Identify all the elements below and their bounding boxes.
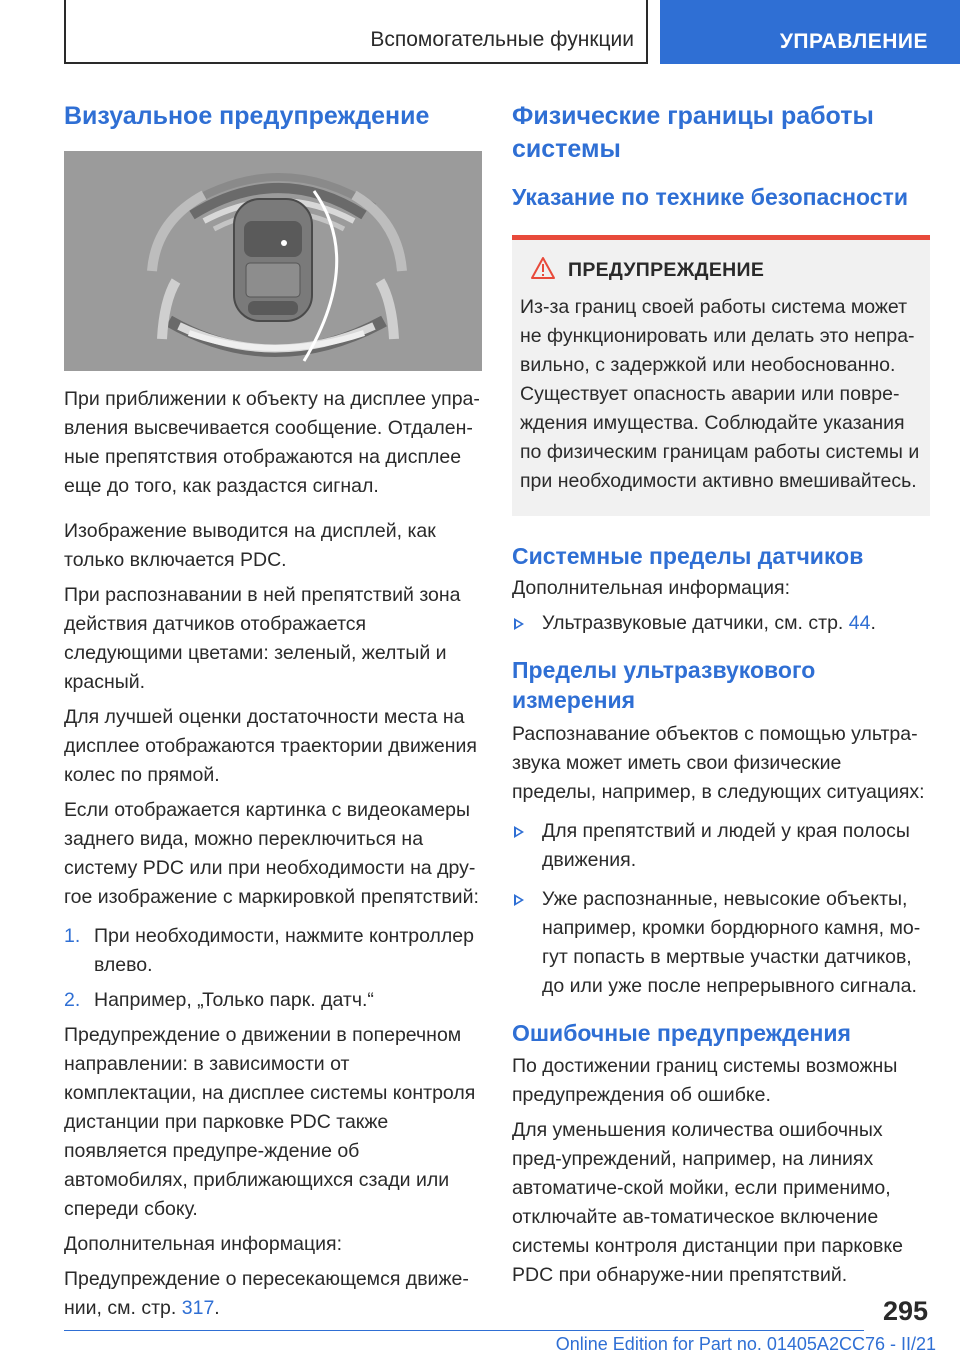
steps-list bbox=[64, 922, 482, 1015]
safety-subheading: Указание по технике безопасности bbox=[512, 184, 908, 210]
list-item bbox=[64, 986, 482, 1015]
page-number: 295 bbox=[882, 1296, 928, 1326]
bullet-arrow-icon bbox=[514, 618, 524, 630]
bullet-arrow-icon bbox=[514, 894, 524, 906]
left-paragraph-7: Дополнительная информация: bbox=[64, 1232, 343, 1255]
list-item bbox=[512, 609, 930, 638]
step-number: 1. bbox=[64, 924, 81, 947]
list-item bbox=[512, 885, 930, 1001]
parking-sensor-graphic bbox=[64, 151, 482, 371]
sensor-ref-text: Ультразвуковые датчики, см. стр. bbox=[542, 611, 849, 634]
sensor-limits-paragraph: Дополнительная информация: bbox=[512, 576, 791, 599]
left-paragraph-6: Предупреждение о движении в поперечном направлении: в зависимости от комплектации, на дисплее системы контроля дистанции при парковке PDC также появляется предупре-ждение об автомобилях, приближающихся сзади или спереди сбоку. bbox=[64, 1023, 476, 1220]
step-number: 2. bbox=[64, 988, 81, 1011]
warning-box bbox=[512, 235, 930, 516]
left-paragraph-5: Если отображается картинка с видеокамеры заднего вида, можно переключиться на систему PDC или при необходимости на дру-гое изображение с маркировкой препятствий: bbox=[64, 798, 479, 908]
page-link-317[interactable]: 317 bbox=[181, 1296, 215, 1319]
warning-triangle-icon bbox=[530, 256, 556, 285]
header-chapter-tab bbox=[660, 0, 960, 64]
right-heading: Физические границы работы системы bbox=[512, 102, 874, 163]
ultrasonic-subheading: Пределы ультразвукового измерения bbox=[512, 656, 816, 713]
left-paragraph-2: Изображение выводится на дисплей, как только включается PDC. bbox=[64, 519, 436, 571]
left-paragraph-8 bbox=[64, 1265, 482, 1323]
warning-text: Из-за границ своей работы система может не функционировать или делать это непра-вильно, с задержкой или необоснованно. Существует опасность аварии или повре-ждения имущества. Соблюдайте указания по физическим границам работы системы и при необходимости активно вмешивайтесь. bbox=[520, 295, 920, 492]
warning-header bbox=[520, 256, 920, 285]
sensor-limits-subheading: Системные пределы датчиков bbox=[512, 542, 864, 569]
right-column bbox=[512, 100, 930, 1290]
bullet-arrow-icon bbox=[514, 826, 524, 838]
false-warnings-paragraph-2: Для уменьшения количества ошибочных пред-упреждений, например, на линиях автоматиче-ской мойки, если применимо, отключайте ав-томатическое включение системы контроля дистанции при парковке PDC при обнаруже-нии препятствий. bbox=[512, 1119, 903, 1287]
step-text: Например, „Только парк. датч.“ bbox=[94, 988, 374, 1011]
ref-end: . bbox=[214, 1296, 220, 1319]
step-text: При необходимости, нажмите контроллер влево. bbox=[94, 924, 474, 976]
list-item bbox=[512, 817, 930, 875]
page-link-44[interactable]: 44 bbox=[848, 611, 871, 634]
false-warnings-subheading: Ошибочные предупреждения bbox=[512, 1019, 851, 1046]
list-item bbox=[64, 922, 482, 980]
ultrasonic-item-text: Для препятствий и людей у края полосы движения. bbox=[542, 819, 910, 871]
left-paragraph-3: При распознавании в ней препятствий зона действия датчиков отображается следующими цветами: зеленый, желтый и красный. bbox=[64, 583, 461, 693]
warning-title: ПРЕДУПРЕЖДЕНИЕ bbox=[568, 258, 765, 281]
left-column bbox=[64, 100, 482, 1323]
left-paragraph-4: Для лучшей оценки достаточности места на дисплее отображаются траектории движения колес по прямой. bbox=[64, 705, 477, 786]
ultrasonic-paragraph: Распознавание объектов с помощью ультра-звука может иметь свои физические пределы, например, в следующих ситуациях: bbox=[512, 722, 925, 803]
cross-traffic-ref-text: Предупреждение о пересекающемся движе-нии, см. стр. bbox=[64, 1267, 469, 1319]
header-chapter-title: УПРАВЛЕНИЕ bbox=[779, 30, 928, 53]
left-heading: Визуальное предупреждение bbox=[64, 102, 430, 130]
ultrasonic-item-text: Уже распознанные, невысокие объекты, например, кромки бордюрного камня, мо-гут попасть в мертвые участки датчиков, до или уже после непрерывного сигнала. bbox=[542, 887, 921, 997]
left-paragraph-1: При приближении к объекту на дисплее упра-вления высвечивается сообщение. Отдален-ные препятствия отображаются на дисплее еще до того, как раздастся сигнал. bbox=[64, 387, 480, 497]
ref-end: . bbox=[870, 611, 876, 634]
footer-divider bbox=[64, 1330, 864, 1331]
pdc-display-illustration bbox=[64, 151, 482, 371]
footer-edition: Online Edition for Part no. 01405A2CC76 - II/21 bbox=[555, 1334, 936, 1354]
header-section-title: Вспомогательные функции bbox=[370, 28, 634, 51]
false-warnings-paragraph-1: По достижении границ системы возможны предупреждения об ошибке. bbox=[512, 1055, 898, 1107]
header-section-tab bbox=[64, 0, 648, 64]
